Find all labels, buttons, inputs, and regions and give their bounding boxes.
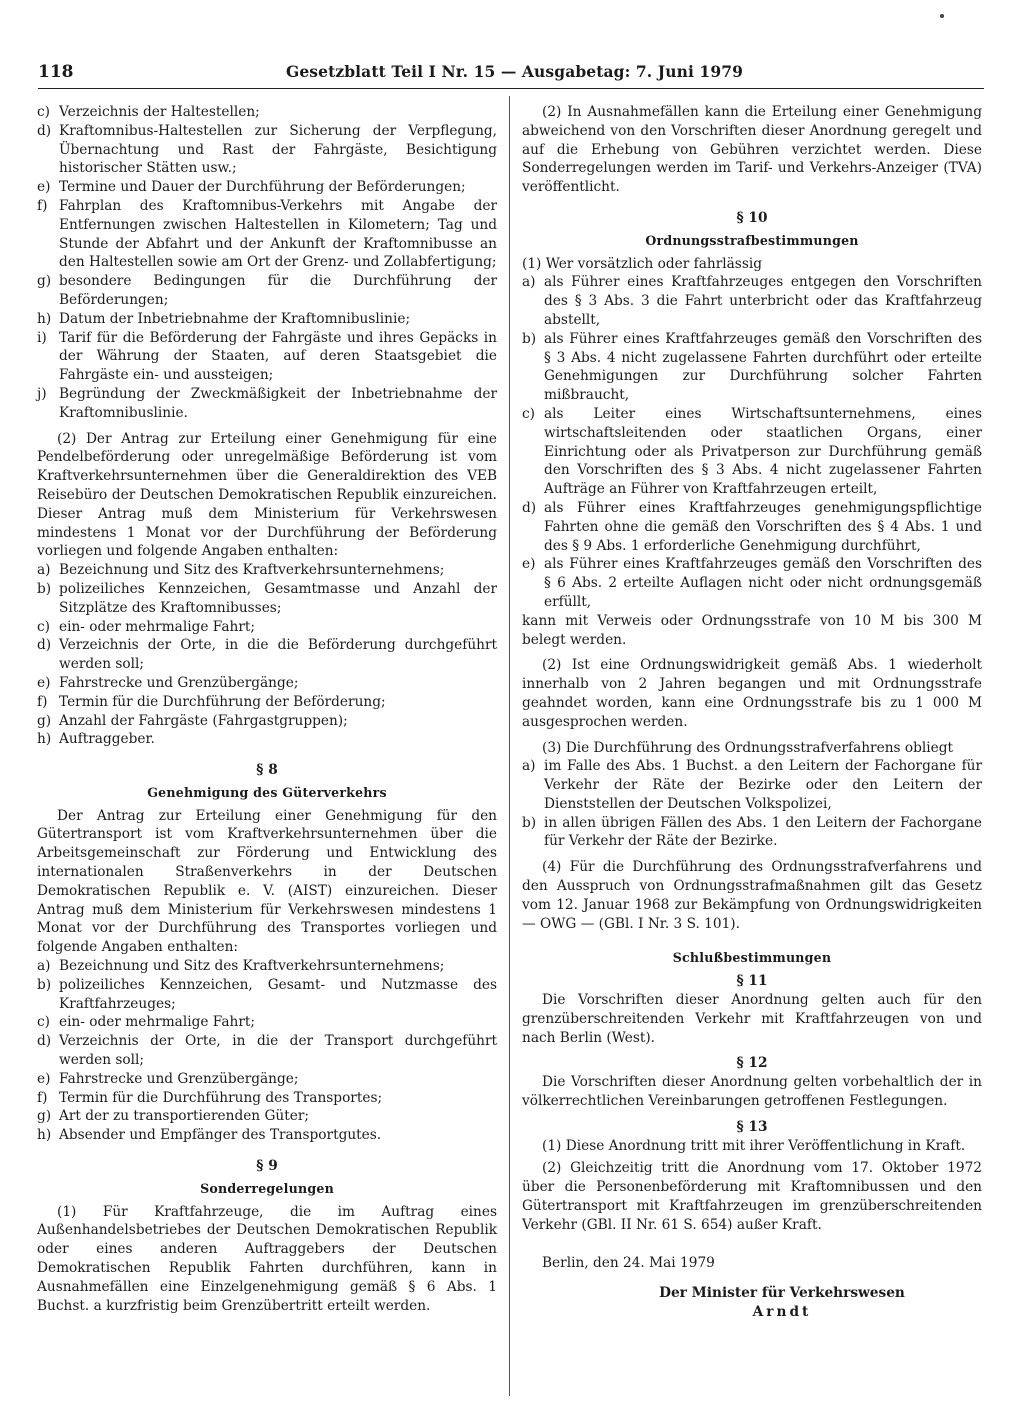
list-item-marker: e) [37, 674, 51, 691]
section-9-number: § 9 [256, 1158, 278, 1175]
list-item-text: als Führer eines Kraftfahrzeuges entgegen den Vorschriften des § 3 Abs. 3 die Fahrt unterbricht oder das Kraftfahrzeug abstellt, [544, 274, 982, 328]
section-10-paragraph-1: (1) Wer vorsätzlich oder fahrlässig [522, 255, 762, 272]
list-item-text: Fahrplan des Kraftomnibus-Verkehrs mit Angabe der Entfernungen zwischen Haltestellen in Kilometern; Tag und Stunde der Abfahrt und der Ankunft der Kraftomnibusse an den Haltestellen sowie am Ort der Grenz- und Zollabfertigung; [59, 197, 497, 271]
list-item-marker: a) [37, 562, 51, 579]
signer-name: Arndt [752, 1304, 812, 1321]
list-item-text: Tarif für die Beförderung der Fahrgäste und ihres Gepäcks in der Währung der Staaten, auf deren Staatsgebiet die Fahrgäste ein- und aussteigen; [59, 329, 497, 384]
list-item-marker: g) [37, 273, 52, 290]
list-item-marker: f) [37, 1089, 48, 1106]
list-item-marker: e) [37, 1070, 51, 1087]
list-item-text: Absender und Empfänger des Transportgutes. [59, 1127, 382, 1144]
list-item-text: als Führer eines Kraftfahrzeuges genehmigungspflichtige Fahrten ohne die gemäß den Vorschriften des § 4 Abs. 1 und des § 9 Abs. 1 erforderliche Genehmigung durchführt, [544, 499, 982, 554]
list-item [522, 499, 982, 555]
list-item [37, 957, 497, 976]
list-item-marker: a) [522, 274, 536, 291]
list-item-text: Bezeichnung und Sitz des Kraftverkehrsunternehmens; [59, 958, 445, 975]
section-9-title: Sonderregelungen [200, 1180, 334, 1196]
list-item [37, 976, 497, 1014]
list-item-marker: h) [37, 731, 52, 748]
section-9-paragraph-2: (2) In Ausnahmefällen kann die Erteilung einer Genehmigung abweichend von den Vorschriften dieser Anordnung geregelt und auf die Erhebung von Gebühren verzichtet werden. Diese Sonderregelungen werden im Tarif- und Verkehrs-Anzeiger (TVA) veröffentlicht. [522, 104, 982, 196]
list-item [37, 1070, 497, 1089]
left-column [37, 103, 497, 1315]
list-item-marker: h) [37, 310, 52, 327]
place-and-date: Berlin, den 24. Mai 1979 [542, 1254, 715, 1271]
list-item [522, 555, 982, 611]
list-item [37, 1107, 497, 1126]
list-1 [37, 103, 497, 423]
header-rule [38, 88, 984, 89]
list-item-text: Fahrstrecke und Grenzübergänge; [59, 1070, 299, 1087]
list-item [37, 712, 497, 731]
section-10-number: § 10 [736, 209, 768, 226]
section-8-paragraph: Der Antrag zur Erteilung einer Genehmigung für den Gütertransport ist vom Kraftverkehrsunternehmen über die Arbeitsgemeinschaft zur Förderung und Entwicklung des internationalen Straßenverkehrs in der Deutschen Demokratischen Republik e. V. (AIST) einzureichen. Dieser Antrag muß dem Ministerium für Verkehrswesen mindestens 1 Monat vor der Durchführung des Transportes vorliegen und folgende Angaben enthalten: [37, 807, 497, 956]
section-8-number: § 8 [256, 762, 278, 779]
list-item [37, 197, 497, 272]
list-3 [37, 957, 497, 1145]
list-item-text: ein- oder mehrmalige Fahrt; [59, 1014, 256, 1031]
list-item [37, 122, 497, 178]
list-item-marker: e) [37, 179, 51, 196]
section-13-number: § 13 [736, 1118, 768, 1135]
list-item-text: polizeiliches Kennzeichen, Gesamt- und Nutzmasse des Kraftfahrzeuges; [59, 976, 497, 1012]
list-item [522, 405, 982, 499]
list-item-text: Datum der Inbetriebnahme der Kraftomnibuslinie; [59, 310, 411, 327]
running-title: Gesetzblatt Teil I Nr. 15 — Ausgabetag: 7. Juni 1979 [286, 62, 743, 81]
section-9-paragraph-1: (1) Für Kraftfahrzeuge, die im Auftrag eines Außenhandelsbetriebes der Deutschen Demokratischen Republik oder eines anderen Auftraggebers der Deutschen Demokratischen Republik Fahrten durchführen, kann in Ausnahmefällen eine Einzelgenehmigung gemäß § 6 Abs. 1 Buchst. a kurzfristig beim Grenzübertritt erteilt werden. [37, 1203, 497, 1314]
list-item-text: ein- oder mehrmalige Fahrt; [59, 618, 256, 635]
list-item-marker: a) [37, 958, 51, 975]
list-item-text: Bezeichnung und Sitz des Kraftverkehrsunternehmens; [59, 562, 445, 579]
list-item-marker: b) [37, 580, 52, 597]
list-2 [37, 561, 497, 749]
list-item-text: Kraftomnibus-Haltestellen zur Sicherung der Verpflegung, Übernachtung und Rast der Fahrgäste, Besichtigung historischer Stätten usw.; [59, 122, 497, 177]
list-item-marker: h) [37, 1127, 52, 1144]
list-item [37, 1032, 497, 1070]
list-item-text: polizeiliches Kennzeichen, Gesamtmasse und Anzahl der Sitzplätze des Kraftomnibusses; [59, 580, 497, 616]
list-item-text: als Führer eines Kraftfahrzeuges gemäß den Vorschriften des § 6 Abs. 2 erteilte Auflagen nicht oder nicht ordnungsgemäß erfüllt, [544, 556, 982, 610]
section-8-title: Genehmigung des Güterverkehrs [147, 784, 387, 800]
section-10-paragraph-1-end: kann mit Verweis oder Ordnungsstrafe von 10 M bis 300 M belegt werden. [522, 612, 982, 648]
list-item [37, 310, 497, 329]
list-item-marker: j) [37, 385, 47, 402]
list-item [522, 330, 982, 405]
list-item [37, 1126, 497, 1145]
section-10-paragraph-3: (3) Die Durchführung des Ordnungsstrafverfahrens obliegt [542, 739, 953, 756]
list-item [37, 178, 497, 197]
section-11-number: § 11 [736, 973, 768, 990]
section-11-paragraph: Die Vorschriften dieser Anordnung gelten auch für den grenzüberschreitenden Verkehr mit Kraftfahrzeugen von und nach Berlin (West). [522, 992, 982, 1046]
list-item-marker: d) [522, 499, 537, 516]
list-item [37, 674, 497, 693]
list-item-marker: b) [522, 330, 537, 347]
list-item-text: besondere Bedingungen für die Durchführung der Beförderungen; [59, 273, 497, 308]
list-item-text: Termine und Dauer der Durchführung der Beförderungen; [59, 179, 466, 196]
list-item [37, 272, 497, 310]
list-item [37, 329, 497, 385]
list-5 [522, 757, 982, 851]
list-item-marker: f) [37, 197, 48, 214]
list-item [37, 580, 497, 618]
list-item [37, 385, 497, 423]
list-item-text: als Führer eines Kraftfahrzeuges gemäß den Vorschriften des § 3 Abs. 4 nicht zugelassene Fahrten durchführt oder erteilte Genehmigungen zur Durchführung solcher Fahrten mißbraucht, [544, 330, 982, 404]
list-item [37, 693, 497, 712]
section-13-paragraph-1: (1) Diese Anordnung tritt mit ihrer Veröffentlichung in Kraft. [542, 1137, 966, 1154]
list-item-text: Termin für die Durchführung der Beförderung; [59, 693, 386, 710]
list-item-marker: c) [37, 104, 51, 120]
list-item-text: Verzeichnis der Haltestellen; [59, 104, 260, 120]
section-12-number: § 12 [736, 1055, 768, 1072]
list-item-text: Termin für die Durchführung des Transportes; [59, 1089, 383, 1106]
section-10-paragraph-2: (2) Ist eine Ordnungswidrigkeit gemäß Abs. 1 wiederholt innerhalb von 2 Jahren begangen und mit Ordnungsstrafe geahndet worden, kann eine Ordnungsstrafe bis zu 1 000 M ausgesprochen werden. [522, 657, 982, 730]
list-item-marker: b) [522, 814, 537, 831]
scan-speck [940, 14, 944, 18]
list-item-marker: d) [37, 637, 52, 654]
list-item-marker: c) [37, 1014, 51, 1031]
list-item [37, 618, 497, 637]
list-item-text: Art der zu transportierenden Güter; [59, 1108, 309, 1125]
list-item-marker: c) [522, 405, 536, 422]
list-item-marker: d) [37, 122, 52, 139]
list-item [522, 814, 982, 852]
list-item [522, 273, 982, 329]
list-item-marker: g) [37, 1108, 52, 1125]
list-item-text: im Falle des Abs. 1 Buchst. a den Leitern der Fachorgane für Verkehr der Räte der Bezirke oder den Leitern der Dienststellen der Deutschen Volkspolizei, [544, 758, 982, 812]
section-12-paragraph: Die Vorschriften dieser Anordnung gelten vorbehaltlich der in völkerrechtlichen Vereinbarungen getroffenen Festlegungen. [522, 1074, 982, 1110]
section-10-paragraph-4: (4) Für die Durchführung des Ordnungsstrafverfahrens und den Ausspruch von Ordnungsstrafmaßnahmen gilt das Gesetz vom 12. Januar 1968 zur Bekämpfung von Ordnungswidrigkeiten — OWG — (GBl. I Nr. 3 S. 101). [522, 859, 982, 932]
list-item-marker: e) [522, 556, 536, 573]
list-item-text: Verzeichnis der Orte, in die der Transport durchgeführt werden soll; [59, 1033, 497, 1069]
list-item-text: als Leiter eines Wirtschaftsunternehmens, eines wirtschaftsleitenden oder staatlichen Organs, einer Einrichtung oder als Privatperson zur Durchführung gemäß den Vorschriften des § 3 Abs. 4 nicht zugelassener Fahrten Aufträge an Führer von Kraftfahrzeugen erteilt, [544, 405, 982, 498]
list-item-text: in allen übrigen Fällen des Abs. 1 den Leitern der Fachorgane für Verkehr der Räte der Bezirke. [544, 814, 982, 850]
right-column [522, 103, 982, 1322]
list-item-marker: b) [37, 976, 52, 993]
section-10-title: Ordnungsstrafbestimmungen [645, 232, 859, 248]
list-item-marker: g) [37, 712, 52, 729]
list-item-marker: c) [37, 618, 51, 635]
list-item-marker: i) [37, 329, 47, 346]
list-item-marker: a) [522, 758, 536, 775]
list-item-text: Auftraggeber. [59, 731, 155, 748]
list-item-text: Begründung der Zweckmäßigkeit der Inbetriebnahme der Kraftomnibuslinie. [59, 385, 497, 421]
list-item [522, 757, 982, 813]
list-item [37, 103, 497, 122]
paragraph-2: (2) Der Antrag zur Erteilung einer Genehmigung für eine Pendelbeförderung oder unregelmäßige Beförderung ist vom Kraftverkehrsunternehmen über die Generaldirektion des VEB Reisebüro der Deutschen Demokratischen Republik einzureichen. Dieser Antrag muß dem Ministerium für Verkehrswesen mindestens 1 Monat vor der Durchführung der Beförderung vorliegen und folgende Angaben enthalten: [37, 430, 497, 560]
list-item-text: Verzeichnis der Orte, in die die Beförderung durchgeführt werden soll; [59, 637, 497, 673]
list-item [37, 636, 497, 674]
page-number: 118 [38, 62, 74, 82]
column-divider [509, 96, 510, 1396]
list-item-marker: f) [37, 693, 48, 710]
list-item [37, 1013, 497, 1032]
list-item [37, 1089, 497, 1108]
list-item-marker: d) [37, 1033, 52, 1050]
list-item [37, 561, 497, 580]
signer-title: Der Minister für Verkehrswesen [659, 1285, 905, 1302]
page-header [38, 60, 984, 86]
list-4 [522, 273, 982, 611]
list-item-text: Anzahl der Fahrgäste (Fahrgastgruppen); [59, 712, 348, 729]
list-item [37, 730, 497, 749]
list-item-text: Fahrstrecke und Grenzübergänge; [59, 674, 299, 691]
section-13-paragraph-2: (2) Gleichzeitig tritt die Anordnung vom 17. Oktober 1972 über die Personenbeförderung mit Kraftomnibussen und den Gütertransport mit Kraftfahrzeugen im grenzüberschreitenden Verkehr (GBl. II Nr. 61 S. 654) außer Kraft. [522, 1160, 982, 1233]
final-provisions-title: Schlußbestimmungen [672, 950, 832, 966]
